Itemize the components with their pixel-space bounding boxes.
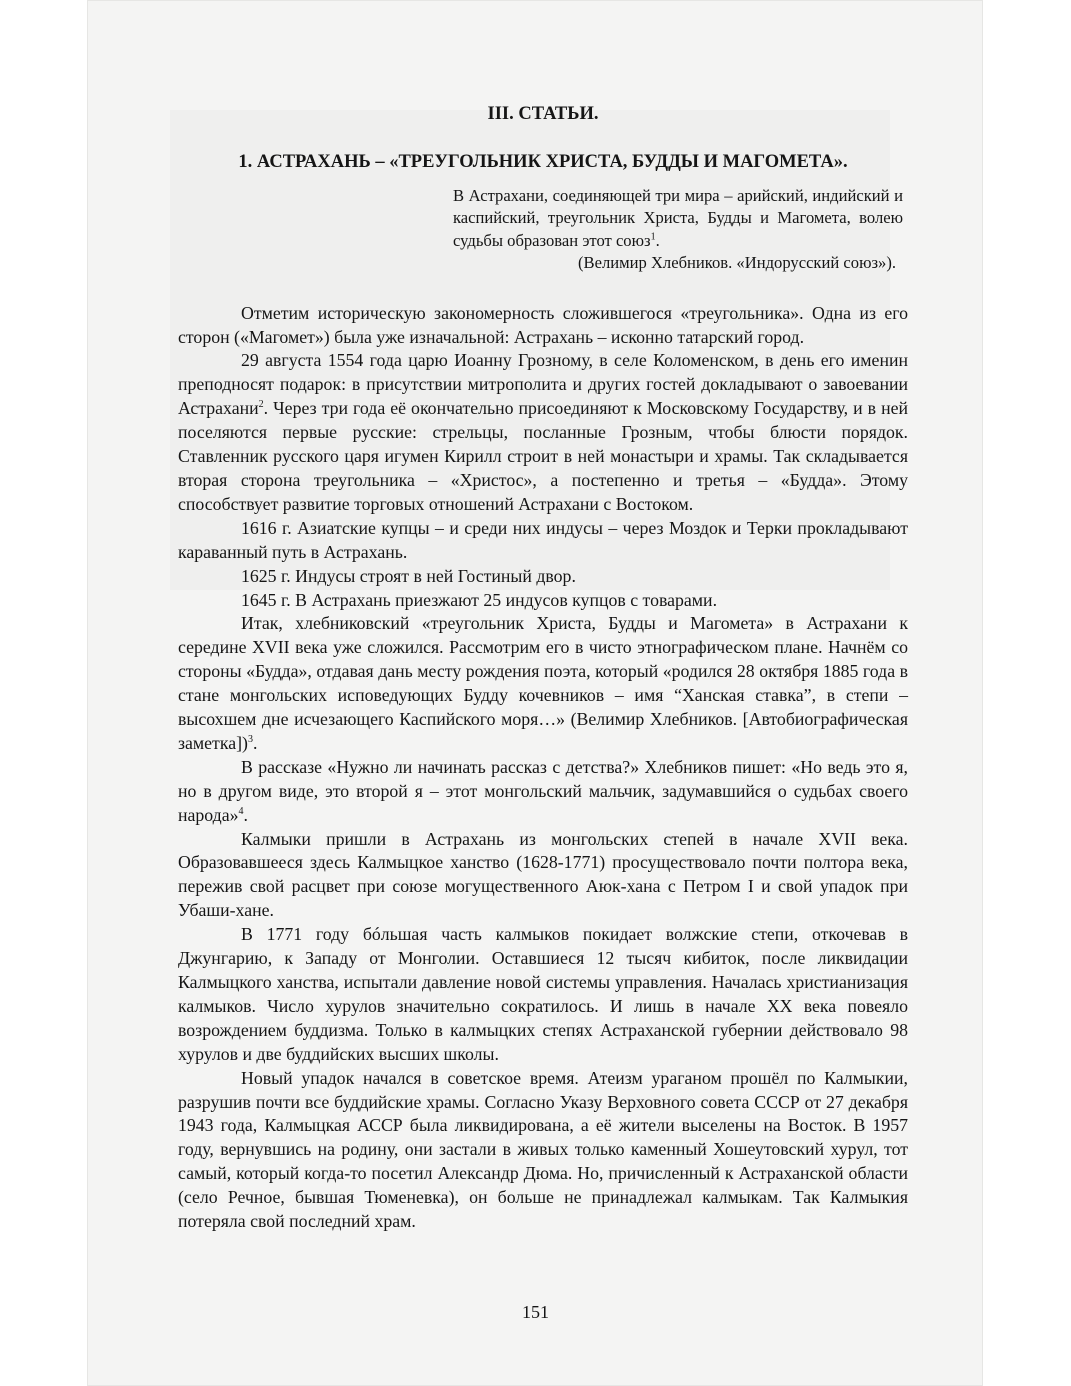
epigraph-text: В Астрахани, соединяющей три мира – арийский, индийский и каспийский, треугольник Христа, Будды и Магомета, волею судьбы образован этот союз: [453, 186, 903, 250]
paragraph-text: .: [252, 732, 258, 753]
paragraph: [178, 349, 908, 516]
page-number: 151: [522, 1302, 549, 1322]
footnote-ref: 4: [238, 805, 244, 817]
paragraph-text: .: [243, 804, 248, 825]
footnote-ref: 2: [258, 399, 264, 411]
paragraph-text: Отметим историческую закономерность сложившегося «треугольника». Одна из его сторон («Магомет») была уже изначальной: Астрахань – исконно татарский город.: [178, 302, 908, 347]
paragraph-text: 1645 г. В Астрахань приезжают 25 индусов купцов с товарами.: [241, 589, 718, 610]
paragraph: [178, 756, 908, 828]
paragraph-text: Калмыки пришли в Астрахань из монгольских степей в начале XVII века. Образовавшееся здесь Калмыцкое ханство (1628-1771) просуществовало почти полтора века, пережив свой расцвет при союзе могущественного Аюк-хана с Петром I и свой упадок при Убаши-хане.: [178, 828, 908, 921]
paragraph: [178, 517, 908, 565]
paragraph: [178, 565, 908, 589]
footnote-ref: 1: [650, 231, 656, 243]
epigraph-end: .: [655, 230, 660, 250]
paragraph: [178, 1067, 908, 1234]
epigraph: [453, 185, 903, 275]
paragraph: [178, 828, 908, 924]
paragraph-text: Новый упадок начался в советское время. Атеизм ураганом прошёл по Калмыкии, разрушив почти все буддийские храмы. Согласно Указу Верховного совета СССР от 27 декабря 1943 года, Калмыцкая АССР была ликвидирована, а её жители выселены на Восток. В 1957 году, вернувшись на родину, они застали в живых только каменный Хошеутовский хурул, тот самый, который когда-то посетил Александр Дюма. Но, причисленный к Астраханской области (село Речное, бывшая Тюменевка), он больше не принадлежал калмыкам. Так Калмыкия потеряла свой последний храм.: [178, 1067, 908, 1232]
paragraph: [178, 589, 908, 613]
paragraph: [178, 923, 908, 1066]
epigraph-source: (Велимир Хлебников. «Индорусский союз»).: [578, 253, 896, 273]
paragraph: [178, 302, 908, 350]
paragraph-text: Итак, хлебниковский «треугольник Христа, Будды и Магомета» в Астрахани к середине XVII века уже сложился. Рассмотрим его в чисто этнографическом плане. Начнём со стороны «Будда», отдавая дань месту рождения поэта, который «родился 28 октября 1885 года в стане монгольских исповедующих Будду кочевников – имя “Ханская ставка”, в степи – высохшем дне исчезающего Каспийского моря…» (Велимир Хлебников. [Автобиографическая заметка]): [178, 613, 908, 753]
document-body: [178, 102, 908, 1234]
paragraph-text: 1625 г. Индусы строят в ней Гостиный двор.: [241, 565, 576, 586]
paragraph-text: 29 августа 1554 года царю Иоанну Грозному, в селе Коломенском, в день его именин преподносят подарок: в присутствии митрополита и других гостей докладывают о завоевании Астрахани: [178, 350, 908, 419]
section-title: III. СТАТЬИ.: [487, 104, 599, 124]
article-title: 1. АСТРАХАНЬ – «ТРЕУГОЛЬНИК ХРИСТА, БУДДЫ И МАГОМЕТА».: [238, 152, 848, 172]
paragraph-text: В 1771 году бóльшая часть калмыков покидает волжские степи, откочевав в Джунгарию, к Западу от Монголии. Оставшиеся 12 тысяч кибиток, после ликвидации Калмыцкого ханства, испытали давление новой системы управления. Началась христианизация калмыков. Число хурулов значительно сократилось. И лишь в начале XX века повеяло возрождением буддизма. Только в калмыцких степях Астраханской губернии действовало 98 хурулов и две буддийских высших школы.: [178, 924, 908, 1064]
paragraph-text: В рассказе «Нужно ли начинать рассказ с детства?» Хлебников пишет: «Но ведь это я, но в другом виде, это второй я – этот монгольский мальчик, задумавшийся о судьбах своего народа»: [178, 756, 908, 825]
paragraph: [178, 612, 908, 755]
footnote-ref: 3: [247, 734, 253, 746]
spacer: [178, 275, 908, 302]
paragraph-text: . Через три года её окончательно присоединяют к Московскому Государству, и в ней поселяются первые русские: стрельцы, посланные Грозным, чтобы блюсти порядок. Ставленник русского царя игумен Кирилл строит в ней монастыри и храмы. Так складывается вторая сторона треугольника – «Христос», а постепенно и третья – «Будда». Этому способствует развитие торговых отношений Астрахани с Востоком.: [178, 398, 908, 514]
paragraph-text: 1616 г. Азиатские купцы – и среди них индусы – через Моздок и Терки прокладывают караванный путь в Астрахань.: [178, 517, 908, 562]
